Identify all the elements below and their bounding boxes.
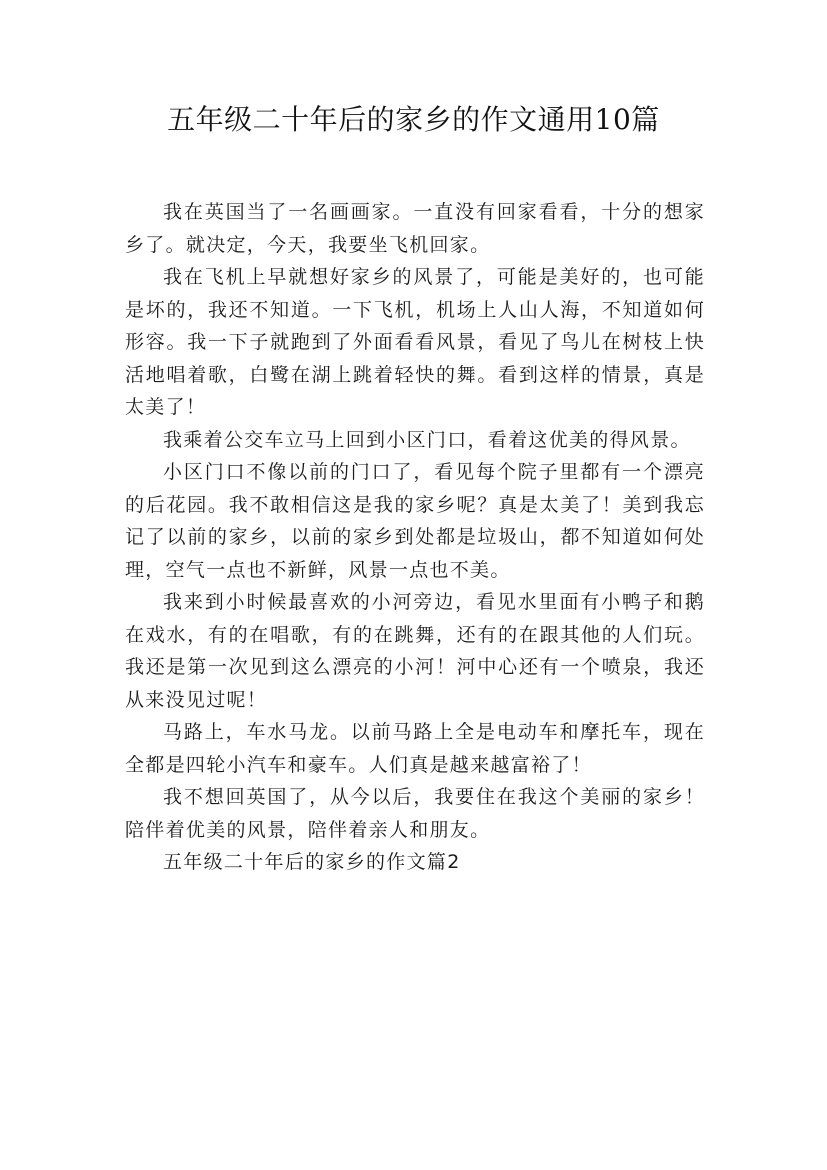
paragraph: 马路上，车水马龙。以前马路上全是电动车和摩托车，现在全都是四轮小汽车和豪车。人们真是越来越富裕了！ <box>125 721 705 776</box>
paragraph: 我在英国当了一名画画家。一直没有回家看看，十分的想家乡了。就决定，今天，我要坐飞机回家。 <box>125 201 705 256</box>
paragraph: 我不想回英国了，从今以后，我要住在我这个美丽的家乡！陪伴着优美的风景，陪伴着亲人和朋友。 <box>125 786 705 841</box>
paragraph: 我来到小时候最喜欢的小河旁边，看见水里面有小鸭子和鹅在戏水，有的在唱歌，有的在跳舞，还有的在跟其他的人们玩。我还是第一次见到这么漂亮的小河！河中心还有一个喷泉，我还从来没见过呢！ <box>125 591 705 711</box>
paragraph: 小区门口不像以前的门口了，看见每个院子里都有一个漂亮的后花园。我不敢相信这是我的家乡呢？真是太美了！美到我忘记了以前的家乡，以前的家乡到处都是垃圾山，都不知道如何处理，空气一点也不新鲜，风景一点也不美。 <box>125 461 705 581</box>
document-title: 五年级二十年后的家乡的作文通用10篇 <box>167 103 660 136</box>
document-body <box>125 196 705 879</box>
section-heading: 五年级二十年后的家乡的作文篇2 <box>163 851 461 873</box>
paragraph: 我乘着公交车立马上回到小区门口，看着这优美的得风景。 <box>163 428 691 451</box>
paragraph: 我在飞机上早就想好家乡的风景了，可能是美好的，也可能是坏的，我还不知道。一下飞机，机场上人山人海，不知道如何形容。我一下子就跑到了外面看看风景，看见了鸟儿在树枝上快活地唱着歌，白鹭在湖上跳着轻快的舞。看到这样的情景，真是太美了！ <box>125 266 705 418</box>
